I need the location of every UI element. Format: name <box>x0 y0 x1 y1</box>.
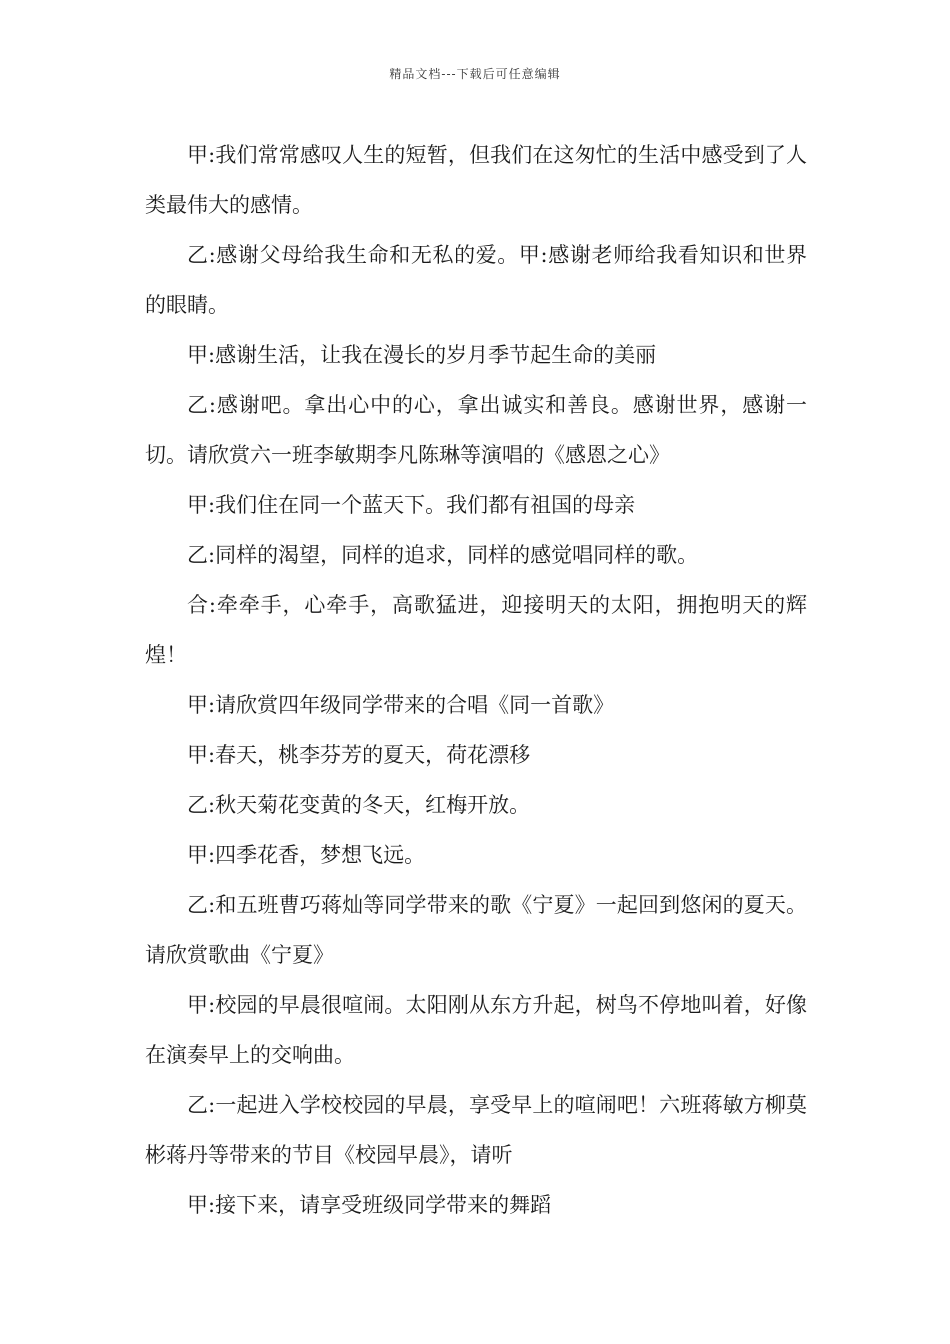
document-body <box>145 130 807 1230</box>
paragraph-15: 甲:接下来，请享受班级同学带来的舞蹈 <box>187 1193 552 1217</box>
paragraph-7: 合:牵牵手，心牵手，高歌猛进，迎接明天的太阳，拥抱明天的辉煌！ <box>145 593 807 667</box>
paragraph-13: 甲:校园的早晨很喧闹。太阳刚从东方升起，树鸟不停地叫着，好像在演奏早上的交响曲。 <box>145 993 807 1067</box>
paragraph-14: 乙:一起进入学校校园的早晨，享受早上的喧闹吧！六班蒋敏方柳莫彬蒋丹等带来的节目《校园早晨》，请听 <box>145 1093 807 1167</box>
paragraph-12: 乙:和五班曹巧蒋灿等同学带来的歌《宁夏》一起回到悠闲的夏天。请欣赏歌曲《宁夏》 <box>145 893 807 967</box>
paragraph-10: 乙:秋天菊花变黄的冬天，红梅开放。 <box>187 793 531 817</box>
paragraph-2: 乙:感谢父母给我生命和无私的爱。甲:感谢老师给我看知识和世界的眼睛。 <box>145 243 807 317</box>
paragraph-6: 乙:同样的渴望，同样的追求，同样的感觉唱同样的歌。 <box>187 543 699 567</box>
page-header: 精品文档---下载后可任意编辑 <box>389 67 561 81</box>
paragraph-1: 甲:我们常常感叹人生的短暂，但我们在这匆忙的生活中感受到了人类最伟大的感情。 <box>145 143 807 217</box>
paragraph-11: 甲:四季花香，梦想飞远。 <box>187 843 426 867</box>
paragraph-4: 乙:感谢吧。拿出心中的心，拿出诚实和善良。感谢世界，感谢一切。请欣赏六一班李敏期李凡陈琳等演唱的《感恩之心》 <box>145 393 807 467</box>
paragraph-3: 甲:感谢生活，让我在漫长的岁月季节起生命的美丽 <box>187 343 657 367</box>
paragraph-9: 甲:春天，桃李芬芳的夏天，荷花漂移 <box>187 743 531 767</box>
paragraph-5: 甲:我们住在同一个蓝天下。我们都有祖国的母亲 <box>187 493 636 517</box>
paragraph-8: 甲:请欣赏四年级同学带来的合唱《同一首歌》 <box>187 693 615 717</box>
